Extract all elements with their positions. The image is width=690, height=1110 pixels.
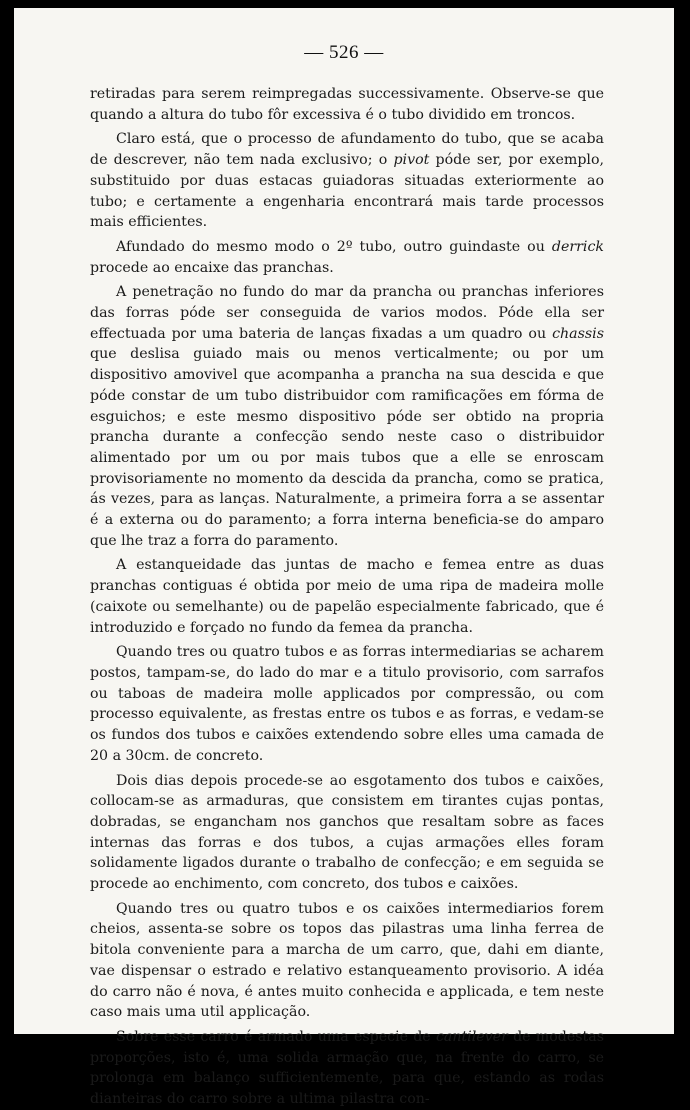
paragraph-railway-carriage: Quando tres ou quatro tubos e os caixões intermediarios forem cheios, assenta-se sobre os topos das pilastras uma linha ferrea de bitola conveniente para a marcha de um carro, que, dahi em diante, vae dispensar o estrado e relativo estanqueamento provisorio. A idéa do carro não é nova, é antes muito conhecida e applicada, e tem neste caso mais uma util applicação.	[90, 900, 604, 1021]
paragraph-second-tube: Afundado do mesmo modo o 2º tubo, outro guindaste ou derrick procede ao encaixe das pranchas.	[90, 238, 604, 276]
page-number: — 526 —	[304, 42, 384, 63]
paragraph-continuation: retiradas para serem reimpregadas successivamente. Observe-se que quando a altura do tubo fôr excessiva é o tubo dividido em troncos.	[90, 86, 604, 123]
paragraph-pivot-alternatives: Claro está, que o processo de afundamento do tubo, que se acaba de descrever, não tem nada exclusivo; o pivot póde ser, por exemplo, substituido por duas estacas guiadoras situadas exteriormente ao tubo; e certamente a engenharia encontrará mais tarde processos mais efficientes.	[90, 131, 604, 231]
paragraph-reinforcement: Dois dias depois procede-se ao esgotamento dos tubos e caixões, collocam-se as armaduras, que consistem em tirantes cujas pontas, dobradas, se engancham nos ganchos que resaltam sobre as faces internas das forras e dos tubos, a cujas armações elles foram solidamente ligados durante o trabalho de confecção; e em seguida se procede ao enchimento, com concreto, dos tubos e caixões.	[90, 772, 604, 893]
paragraph-joint-sealing: A estanqueidade das juntas de macho e femea entre as duas pranchas contiguas é obtida por meio de uma ripa de madeira molle (caixote ou semelhante) ou de papelão especialmente fabricado, que é introduzido e forçado no fundo da femea da prancha.	[90, 557, 604, 636]
paragraph-provisional-sealing: Quando tres ou quatro tubos e as forras intermediarias se acharem postos, tampam-se, do lado do mar e a titulo provisorio, com sarrafos ou taboas de madeira molle applicados por compressão, ou com processo equivalente, as frestas entre os tubos e as forras, e vedam-se os fundos dos tubos e caixões extendendo sobre elles uma camada de 20 a 30cm. de concreto.	[90, 644, 604, 764]
document-page	[14, 8, 674, 1108]
paragraph-plank-penetration: A penetração no fundo do mar da prancha ou pranchas inferiores das forras póde ser conseguida de varios modos. Póde ella ser effectuada por uma bateria de lanças fixadas a um quadro ou chassis que deslisa guiado mais ou menos verticalmente; ou por um dispositivo amovivel que acompanha a prancha na sua descida e que póde constar de um tubo distribuidor com ramificações em fórma de esguichos; e este mesmo dispositivo póde ser obtido na propria prancha durante a confecção sendo neste caso o distribuidor alimentado por um ou por mais tubos que a elle se enroscam provisoriamente no momento da descida da prancha, como se pratica, ás vezes, para as lanças. Naturalmente, a primeira forra a se assentar é a externa ou do paramento; a forra interna beneficia-se do amparo que lhe traz a forra do paramento.	[90, 284, 604, 549]
paragraph-cantilever: Sobre esse carro é armado uma especie de cantilever de modestas proporções, isto é, uma solida armação que, na frente do carro, se prolonga em balanço sufficientemente, para que, estando as rodas dianteiras do carro sobre a ultima pilastra con-	[90, 1028, 604, 1108]
body-text	[90, 84, 604, 1110]
